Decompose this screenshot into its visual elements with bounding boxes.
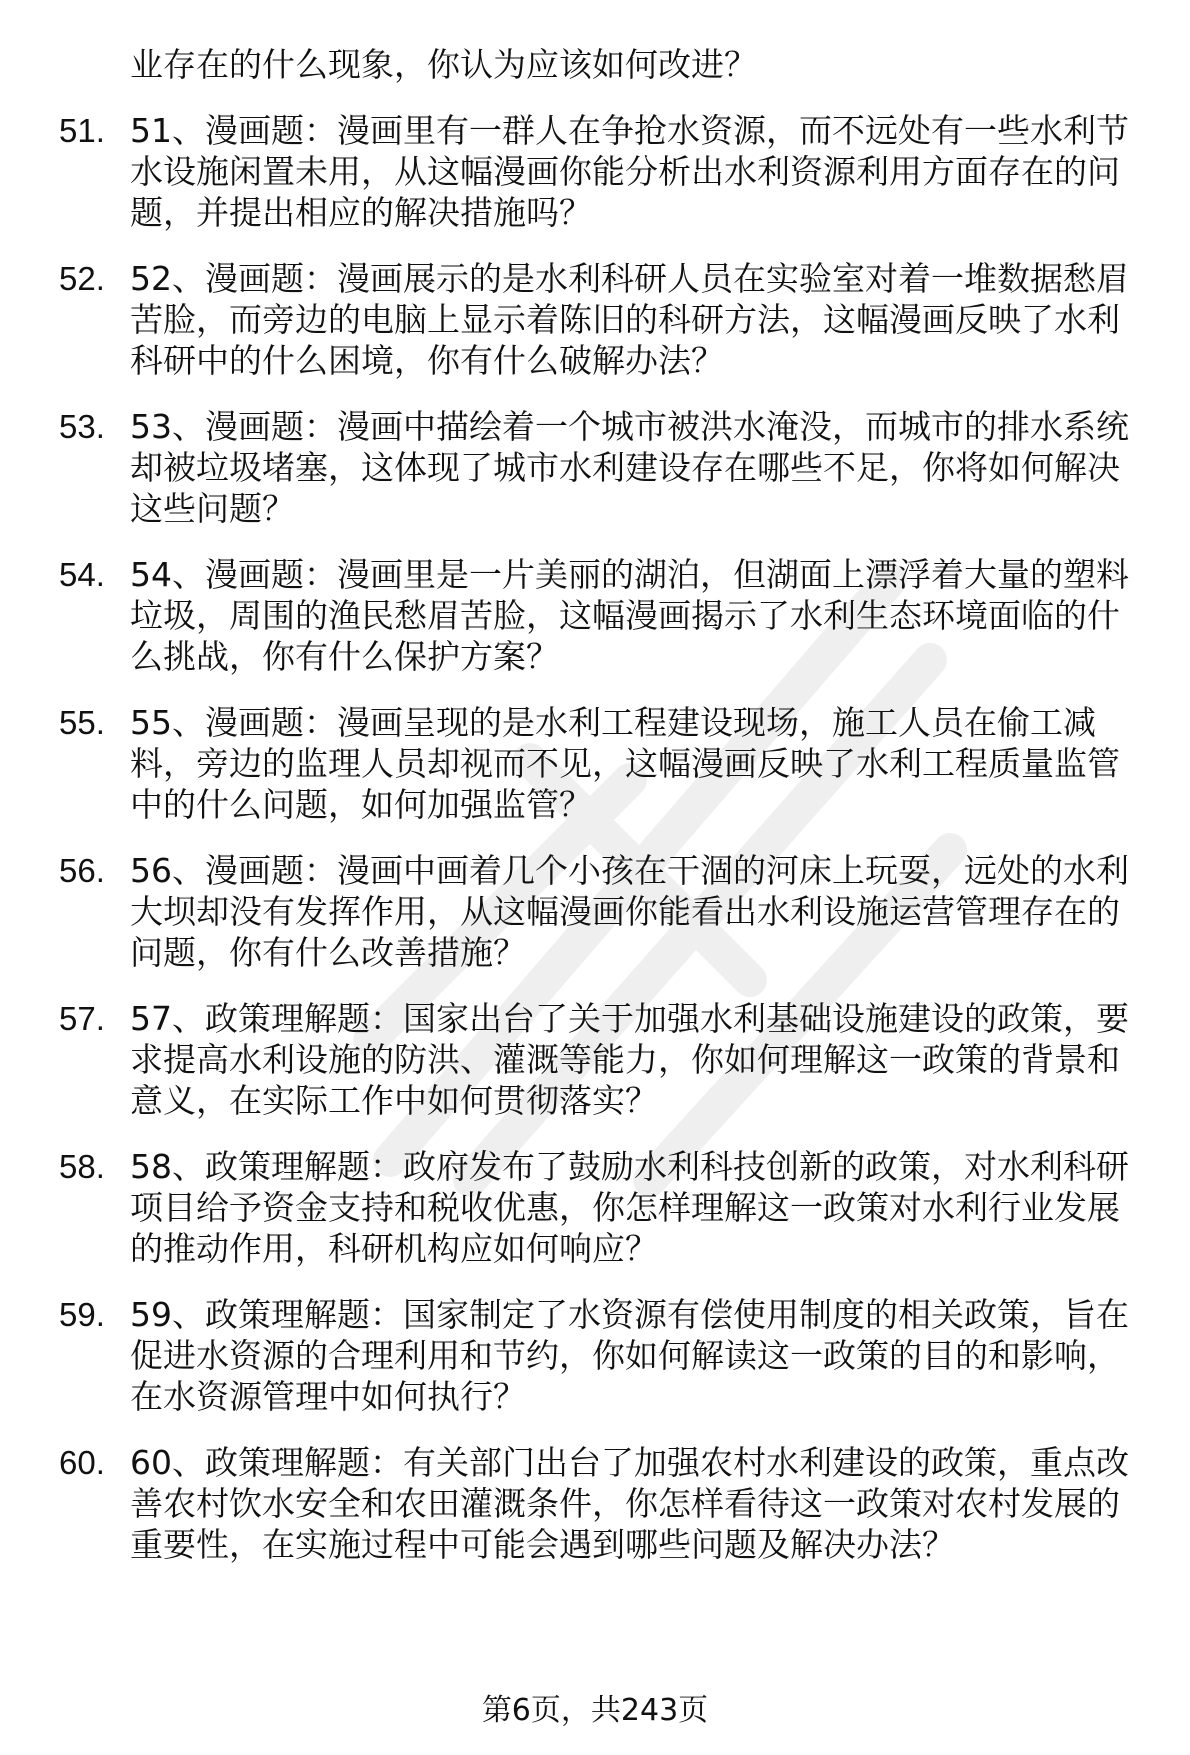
list-item-number: 58. — [59, 1148, 105, 1185]
list-item-number: 54. — [59, 556, 105, 593]
list-item-text: 55、漫画题：漫画呈现的是水利工程建设现场，施工人员在偷工减料，旁边的监理人员却视而不见，这幅漫画反映了水利工程质量监管中的什么问题，如何加强监管？ — [130, 703, 1120, 824]
list-item-number: 51. — [59, 112, 105, 149]
list-item-number: 52. — [59, 260, 105, 297]
list-item-text: 53、漫画题：漫画中描绘着一个城市被洪水淹没，而城市的排水系统却被垃圾堵塞，这体现了城市水利建设存在哪些不足，你将如何解决这些问题？ — [130, 407, 1129, 528]
list-item-number: 56. — [59, 852, 105, 889]
continued-question-text: 业存在的什么现象，你认为应该如何改进？ — [130, 45, 757, 84]
list-item-text: 56、漫画题：漫画中画着几个小孩在干涸的河床上玩耍，远处的水利大坝却没有发挥作用，从这幅漫画你能看出水利设施运营管理存在的问题，你有什么改善措施？ — [130, 851, 1129, 972]
list-item — [0, 110, 1150, 233]
list-item-text: 59、政策理解题：国家制定了水资源有偿使用制度的相关政策，旨在促进水资源的合理利用和节约，你如何解读这一政策的目的和影响，在水资源管理中如何执行？ — [130, 1295, 1129, 1416]
list-item — [0, 1442, 1150, 1565]
list-item — [0, 258, 1150, 381]
list-item — [0, 702, 1150, 825]
list-item-text: 58、政策理解题：政府发布了鼓励水利科技创新的政策，对水利科研项目给予资金支持和税收优惠，你怎样理解这一政策对水利行业发展的推动作用，科研机构应如何响应？ — [130, 1147, 1129, 1268]
list-item — [0, 406, 1150, 529]
list-item-number: 60. — [59, 1444, 105, 1481]
page-number-footer: 第6页，共243页 — [481, 1693, 709, 1728]
list-item-text: 60、政策理解题：有关部门出台了加强农村水利建设的政策，重点改善农村饮水安全和农田灌溉条件，你怎样看待这一政策对农村发展的重要性，在实施过程中可能会遇到哪些问题及解决办法？ — [130, 1443, 1129, 1564]
list-item — [0, 1146, 1150, 1269]
list-item-text: 52、漫画题：漫画展示的是水利科研人员在实验室对着一堆数据愁眉苦脸，而旁边的电脑上显示着陈旧的科研方法，这幅漫画反映了水利科研中的什么困境，你有什么破解办法？ — [130, 259, 1129, 380]
list-item-number: 55. — [59, 704, 105, 741]
question-list — [0, 110, 1190, 1565]
list-item — [0, 1294, 1150, 1417]
list-item-number: 53. — [59, 408, 105, 445]
list-item-number: 57. — [59, 1000, 105, 1037]
list-item-number: 59. — [59, 1296, 105, 1333]
list-item-text: 57、政策理解题：国家出台了关于加强水利基础设施建设的政策，要求提高水利设施的防洪、灌溉等能力，你如何理解这一政策的背景和意义，在实际工作中如何贯彻落实？ — [130, 999, 1129, 1120]
list-item — [0, 850, 1150, 973]
document-body — [0, 44, 1190, 1590]
list-item-text: 51、漫画题：漫画里有一群人在争抢水资源，而不远处有一些水利节水设施闲置未用，从这幅漫画你能分析出水利资源利用方面存在的问题，并提出相应的解决措施吗？ — [130, 111, 1129, 232]
list-item — [0, 998, 1150, 1121]
list-item-text: 54、漫画题：漫画里是一片美丽的湖泊，但湖面上漂浮着大量的塑料垃圾，周围的渔民愁眉苦脸，这幅漫画揭示了水利生态环境面临的什么挑战，你有什么保护方案？ — [130, 555, 1129, 676]
list-item — [0, 554, 1150, 677]
